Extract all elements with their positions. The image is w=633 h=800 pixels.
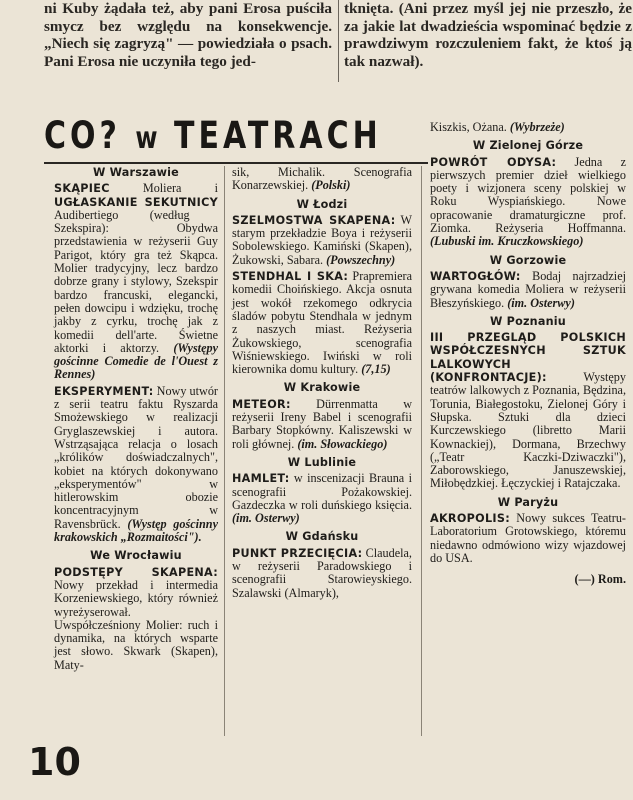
section-header [44, 114, 428, 166]
city-heading: W Krakowie [283, 381, 361, 395]
top-left-column [44, 0, 332, 70]
listing-title: POWRÓT ODYSA: [430, 155, 557, 169]
listing-text: Nowy sukces Teatru-Laboratorium Grotowskiego, któremu niedawno odmówiono wizy wjazdowej do USA. [430, 511, 626, 565]
theatre-listing [232, 398, 412, 451]
listing-text: Nowy przekład i intermedia Korzeniewskiego, który również wyreżyserował. Uwspółcześniony Molier: ruch i dynamika, na których wsparte jest słowo. Skwark (Skapen), Maty- [54, 577, 218, 672]
listing-venue: (im. Osterwy) [232, 511, 300, 526]
city-heading: We Wrocławiu [90, 549, 182, 563]
page-number: 10 [28, 740, 81, 784]
listing-title: SZELMOSTWA SKAPENA: [232, 213, 396, 227]
listing-text: Jedna z pierwszych premier dzieł wielkiego poety i wizjonera sceny polskiej w Roku Wyspiańskiego. Nowe opracowanie dramaturgiczne prof. Ziomka. Reżyseria Hoffmanna. [430, 154, 626, 236]
listing-text: Występy teatrów lalkowych z Poznania, Będzina, Torunia, Białegostoku, Zielonej Góry i Słupska. Sztuki dla dzieci Kurczewskiego (libretto Marii Kownackiej), Dormana, Brzechwy („Teatr Kaczki-Dziwaczki"), Zaborowskiego, Januszewskiej, Miłobędzkiej. Łęczyckiej i Ratajczaka. [430, 370, 626, 491]
top-left-text: ni Kuby żądała też, aby pani Erosa puściła smycz bez względu na konsekwencje. „Niech się zagryzą" — powiedziała o psach. Pani Erosa nie uczyniła tego jed- [44, 0, 332, 70]
listing-text: Audibertiego (według Szekspira): Obydwa przedstawienia w reżyserii Guy Parigot, który gra też Skąpca. Molier tradycyjny, lecz bardzo dobrze grany i stylowy, Szekspir bardzo francuski, elegancki, pełen dowcipu i wdzięku, trochę jakby z cyrku, trochę jak z komedii dell'arte. Świetne aktorki i aktorzy. [54, 207, 218, 355]
city-heading: W Paryżu [497, 495, 559, 509]
listing-text: Moliera i [109, 181, 218, 196]
listing-venue: (Występ gościnny krakowskich „Rozmaitości"). [54, 516, 218, 545]
listing-title: EKSPERYMENT: [54, 384, 154, 398]
theatre-listing [232, 166, 412, 193]
listing-text: Prapremiera komedii Choińskiego. Akcja osnuta jest wokół rzekomego odkrycia śladów pobytu Stendhala w jednym z naszych miast. Reżyseria Żukowskiego, scenografia Wiśniewskiego. Iwiński w roli kierownika domu kultury. [232, 269, 412, 377]
top-column-rule [338, 0, 339, 82]
top-right-text: tknięta. (Ani przez myśl jej nie przeszło, że za jakie lat dwadzieścia wspominać będzie z prawdziwym rozczuleniem fakt, że ktoś ją tak nazwał). [344, 0, 632, 70]
theatre-listing [430, 156, 626, 249]
theatre-listing [54, 182, 218, 381]
listing-text: Claudela, w reżyserii Paradowskiego i scenografii Starowieyskiego. Szalawski (Almaryk), [232, 545, 412, 600]
theatre-listing [232, 270, 412, 376]
listing-title: WARTOGŁÓW: [430, 269, 521, 283]
listing-venue: (im. Osterwy) [507, 295, 575, 310]
theatre-listing [54, 566, 218, 672]
listing-title: UGŁASKANIE SEKUTNICY [54, 195, 218, 209]
listing-venue: (Lubuski im. Kruczkowskiego) [430, 234, 584, 249]
theatre-listing [232, 547, 412, 600]
city-heading: W Gorzowie [489, 253, 567, 267]
listing-venue: (Powszechny) [326, 252, 396, 267]
listing-title: METEOR: [232, 397, 291, 411]
city-heading: W Zielonej Górze [472, 139, 584, 153]
listing-text: sik, Michalik. Scenografia Konarzewskiej. [232, 165, 412, 193]
listing-title: PODSTĘPY SKAPENA: [54, 565, 218, 579]
listing-title: STENDHAL I SKA: [232, 270, 349, 284]
title-w: w [135, 120, 160, 156]
listing-text: Kiszkis, Ożana. [430, 120, 510, 134]
theatre-listing [54, 385, 218, 545]
theatre-listing [430, 331, 626, 491]
listing-venue: (Występy gościnne Comedie de l'Ouest z Rennes) [54, 340, 218, 382]
city-heading: W Gdańsku [285, 530, 359, 544]
theatre-listing [232, 472, 412, 525]
section-title [44, 114, 428, 158]
listing-text: Nowy utwór z serii teatru faktu Ryszarda Smożewskiego w realizacji Gryglaszewskiej i autora. Wstrząsająca relacja o losach „królików doświadczalnych", kobiet na których dokonywano „eksperymentów" w hitlerowskim obozie koncentracyjnym w Ravensbrück. [54, 383, 218, 531]
listing-text: Bodaj najrzadziej grywana komedia Moliera w reżyserii Błeszyńskiego. [430, 268, 626, 310]
city-heading: W Warszawie [93, 166, 179, 179]
city-heading: W Lublinie [287, 455, 357, 469]
header-underline [44, 162, 428, 164]
theatre-listing [232, 214, 412, 267]
listing-venue: (7,15) [361, 362, 391, 377]
listing-text: Dürrenmatta w reżyserii Ireny Babel i scenografii Barbary Stopkówny. Kaliszewski w roli głównej. [232, 396, 412, 451]
column-3 [430, 121, 626, 587]
top-right-column [344, 0, 632, 70]
listing-title: PUNKT PRZECIĘCIA: [232, 546, 363, 560]
column-1 [54, 166, 218, 675]
theatre-listing [430, 121, 626, 134]
listing-title: HAMLET: [232, 472, 290, 486]
listing-title: SKĄPIEC [54, 182, 110, 196]
listing-venue: (Polski) [311, 178, 351, 193]
listing-venue: (Wybrzeże) [509, 120, 565, 134]
column-2 [232, 166, 412, 603]
title-main: TEATRACH [174, 114, 382, 158]
author-signature: (—) Rom. [574, 572, 626, 587]
column-rule-2 [421, 166, 422, 736]
listing-title: AKROPOLIS: [430, 512, 510, 526]
column-rule-1 [224, 166, 225, 736]
listing-venue: (im. Słowackiego) [297, 436, 388, 451]
theatre-listing [430, 270, 626, 310]
listing-text: W starym przekładzie Boya i reżyserii Sobolewskiego. Kamiński (Skapen), Żukowski, Sabara. [232, 212, 412, 267]
city-heading: W Poznaniu [490, 314, 566, 328]
listing-text: w inscenizacji Brauna i scenografii Pożakowskiej. Gazdeczka w roli duńskiego księcia. [232, 471, 412, 512]
city-heading: W Łodzi [296, 197, 348, 211]
theatre-listing [430, 512, 626, 565]
listing-title: III PRZEGLĄD POLSKICH WSPÓŁCZESNYCH SZTUK LALKOWYCH (KONFRONTACJE): [430, 331, 626, 385]
title-prefix: CO? [44, 114, 121, 158]
